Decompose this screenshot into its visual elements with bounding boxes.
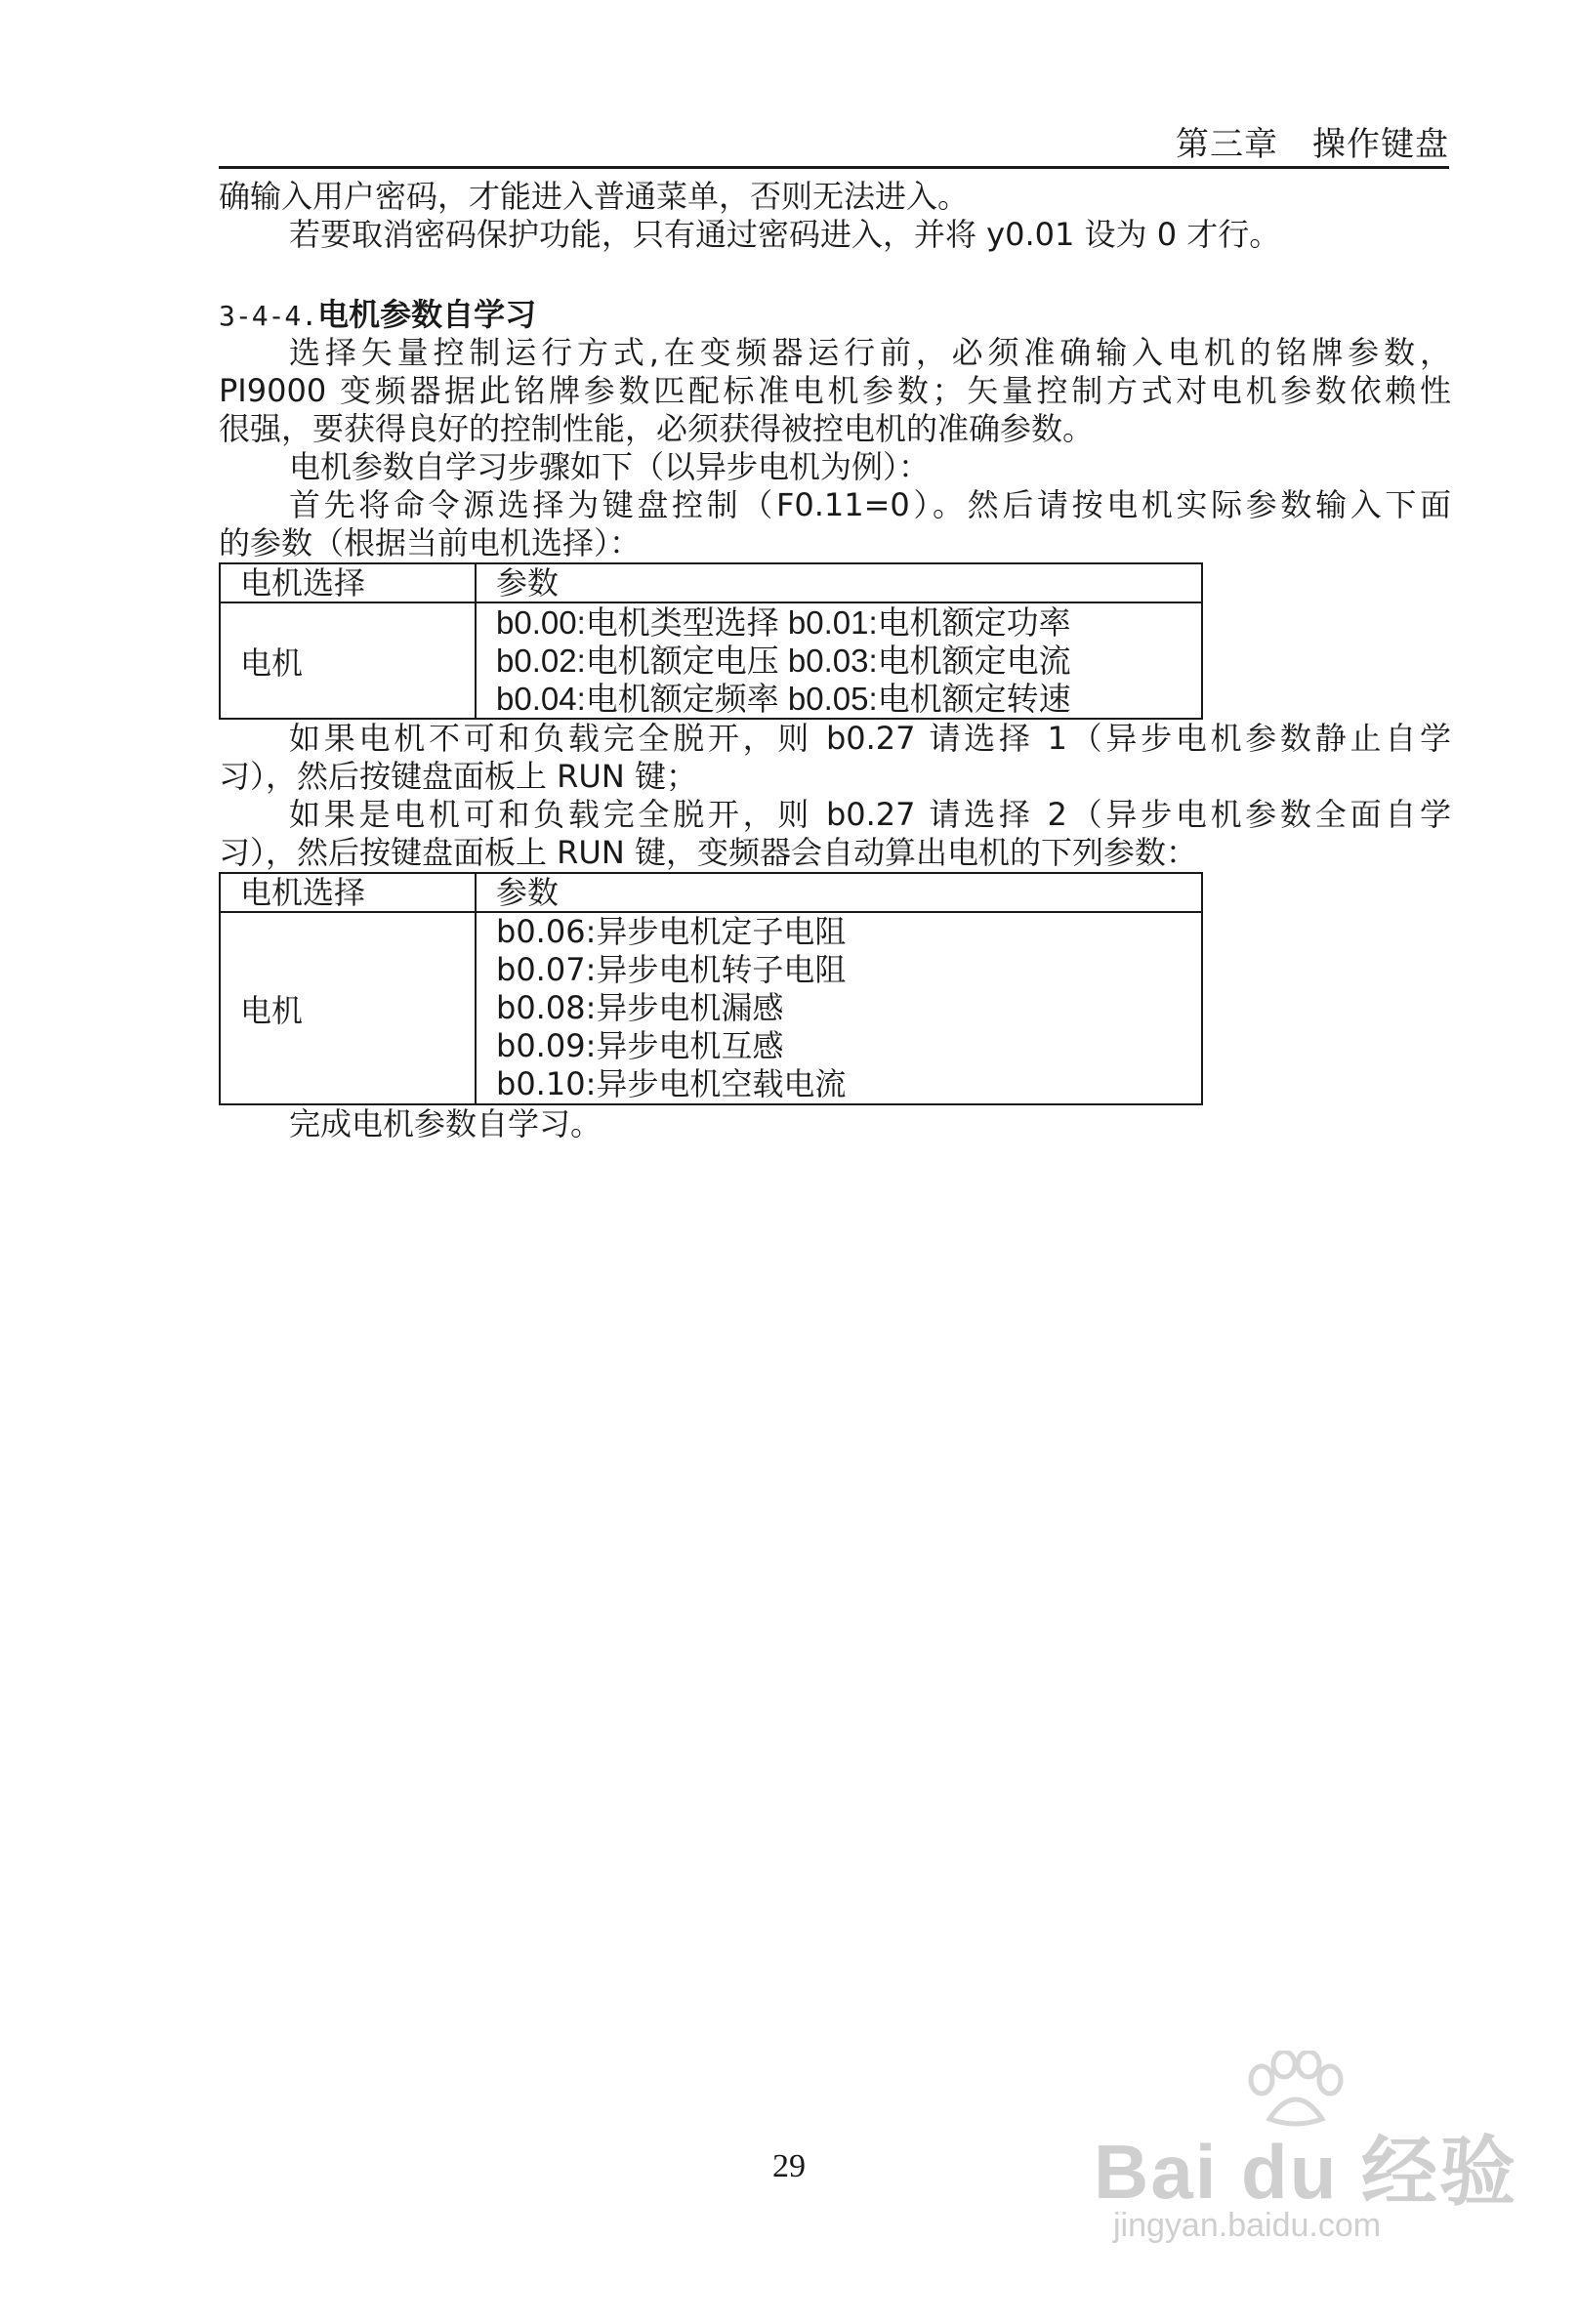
section-heading (219, 296, 1451, 334)
paragraph-line: 习），然后按键盘面板上 RUN 键，变频器会自动算出电机的下列参数： (219, 834, 1197, 871)
paragraph-line: 很强，要获得良好的控制性能，必须获得被控电机的准确参数。 (219, 410, 1095, 447)
table-param-cell (476, 912, 1202, 1104)
table-param-cell (476, 602, 1202, 719)
param-line: b0.08:异步电机漏感 (496, 989, 784, 1026)
paragraph-line: 选择矢量控制运行方式,在变频器运行前，必须准确输入电机的铭牌参数， (289, 334, 1451, 371)
table-row-label: 电机 (220, 602, 476, 719)
param-line: b0.00:电机类型选择 b0.01:电机额定功率 (496, 604, 1071, 641)
table-header-params: 参数 (476, 563, 1202, 602)
watermark-url: jingyan.baidu.com (1113, 2207, 1382, 2244)
table-header-motor-select: 电机选择 (220, 873, 476, 912)
chapter-title: 第三章 操作键盘 (1176, 125, 1449, 164)
table-header-motor-select: 电机选择 (220, 563, 476, 602)
paragraph-line: 如果电机不可和负载完全脱开，则 b0.27 请选择 1（异步电机参数静止自学 (289, 720, 1451, 757)
baidu-jingyan-watermark (1094, 2051, 1518, 2256)
section-number: 3-4-4. (219, 300, 318, 332)
param-line: b0.10:异步电机空载电流 (496, 1065, 847, 1102)
paragraph-line: 确输入用户密码，才能进入普通菜单，否则无法进入。 (219, 178, 970, 215)
watermark-logo: Bai du 经验 (1094, 2129, 1518, 2215)
motor-param-table-2 (219, 872, 1203, 1105)
paragraph-line: 首先将命令源选择为键盘控制（F0.11=0）。然后请按电机实际参数输入下面 (289, 486, 1451, 523)
page-body (219, 178, 1451, 1143)
page-header (219, 115, 1449, 169)
param-line: b0.06:异步电机定子电阻 (496, 913, 847, 950)
paragraph-line: 的参数（根据当前电机选择）： (219, 524, 642, 561)
param-line: b0.02:电机额定电压 b0.03:电机额定电流 (496, 643, 1071, 679)
motor-param-table-1 (219, 562, 1203, 720)
table-row-label: 电机 (220, 912, 476, 1104)
paragraph-line: PI9000 变频器据此铭牌参数匹配标准电机参数；矢量控制方式对电机参数依赖性 (219, 372, 1451, 409)
paragraph-line: 电机参数自学习步骤如下（以异步电机为例）： (289, 448, 931, 485)
table-header-params: 参数 (476, 873, 1202, 912)
param-line: b0.09:异步电机互感 (496, 1027, 784, 1064)
paragraph-line: 完成电机参数自学习。 (289, 1105, 602, 1142)
paragraph-line: 若要取消密码保护功能，只有通过密码进入，并将 y0.01 设为 0 才行。 (289, 216, 1281, 253)
page-number: 29 (772, 2148, 806, 2184)
section-title: 电机参数自学习 (317, 296, 537, 333)
param-line: b0.07:异步电机转子电阻 (496, 951, 847, 988)
paragraph-line: 习），然后按键盘面板上 RUN 键； (219, 758, 697, 795)
param-line: b0.04:电机额定频率 b0.05:电机额定转速 (496, 681, 1071, 717)
paragraph-line: 如果是电机可和负载完全脱开，则 b0.27 请选择 2（异步电机参数全面自学 (289, 796, 1451, 833)
